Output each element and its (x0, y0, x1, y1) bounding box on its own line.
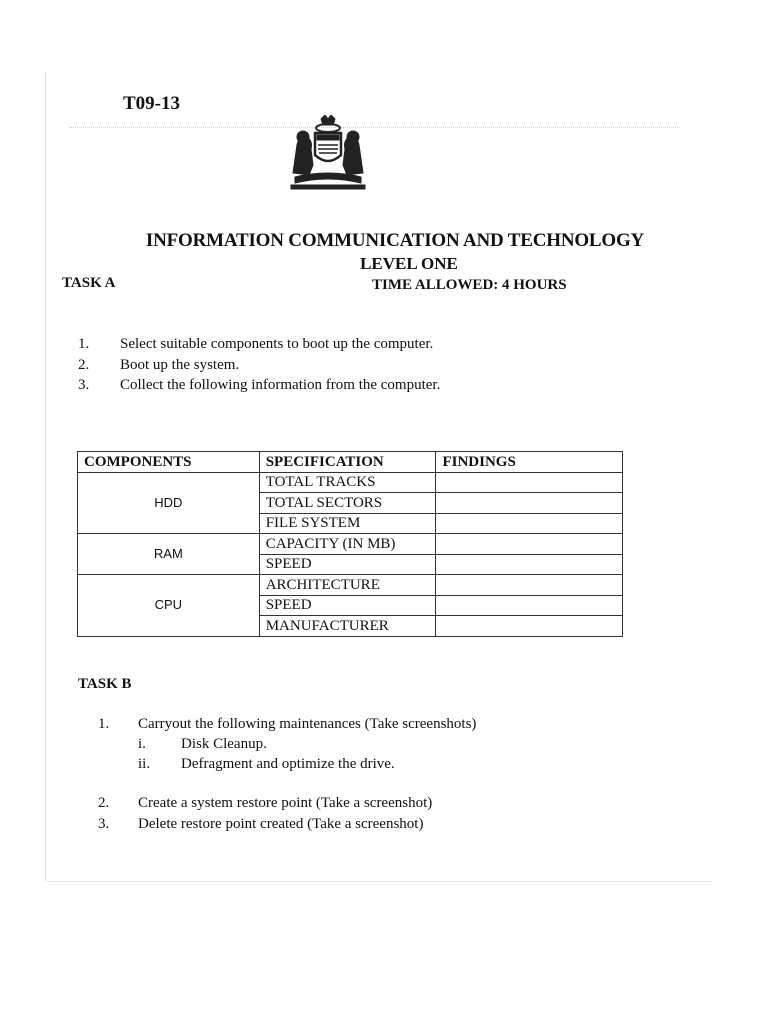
item-number: 1. (78, 336, 90, 352)
item-text: Select suitable components to boot up the computer. (120, 336, 434, 352)
task-a-steps (78, 336, 678, 398)
spec-cell: TOTAL SECTORS (259, 493, 436, 514)
list-item (78, 336, 678, 357)
sub-item-text: Defragment and optimize the drive. (181, 756, 395, 772)
components-table (77, 451, 623, 637)
table-row (78, 472, 623, 493)
scan-artifact-line (70, 127, 680, 128)
spec-cell: SPEED (259, 554, 436, 575)
coat-of-arms-emblem (283, 115, 373, 191)
spec-cell: MANUFACTURER (259, 616, 436, 637)
spec-cell: CAPACITY (IN MB) (259, 534, 436, 555)
item-text: Carryout the following maintenances (Take screenshots) (138, 716, 477, 732)
findings-cell (436, 554, 623, 575)
spec-cell: FILE SYSTEM (259, 513, 436, 534)
item-number: 2. (98, 795, 110, 811)
table-header-row (78, 452, 623, 473)
findings-cell (436, 534, 623, 555)
task-a-heading: TASK A (62, 275, 116, 291)
item-text: Collect the following information from the computer. (120, 377, 441, 393)
findings-cell (436, 575, 623, 596)
document-code: T09-13 (123, 93, 180, 114)
table-row (78, 534, 623, 555)
item-number: 2. (78, 356, 90, 373)
exam-level: LEVEL ONE (360, 254, 458, 273)
item-text: Delete restore point created (Take a screenshot) (138, 816, 424, 832)
component-cell: RAM (78, 534, 260, 575)
findings-cell (436, 493, 623, 514)
findings-cell (436, 472, 623, 493)
findings-cell (436, 513, 623, 534)
item-text: Boot up the system. (120, 356, 240, 373)
page-edge (45, 72, 46, 882)
item-number: 3. (78, 377, 90, 393)
task-b-heading: TASK B (78, 676, 132, 692)
time-allowed: TIME ALLOWED: 4 HOURS (372, 277, 567, 293)
item-number: 1. (98, 716, 110, 732)
exam-title: INFORMATION COMMUNICATION AND TECHNOLOGY (145, 230, 645, 251)
component-cell: HDD (78, 472, 260, 534)
list-item (78, 377, 678, 398)
findings-cell (436, 595, 623, 616)
list-item (78, 357, 678, 378)
spec-cell: SPEED (259, 595, 436, 616)
column-header: SPECIFICATION (259, 452, 436, 473)
item-number: 3. (98, 816, 110, 832)
findings-cell (436, 616, 623, 637)
table-row (78, 575, 623, 596)
item-text: Create a system restore point (Take a screenshot) (138, 795, 433, 811)
spec-cell: ARCHITECTURE (259, 575, 436, 596)
component-cell: CPU (78, 575, 260, 637)
page-edge (45, 881, 712, 882)
column-header: COMPONENTS (78, 452, 260, 473)
column-header: FINDINGS (436, 452, 623, 473)
sub-item-number: i. (138, 736, 146, 752)
sub-item-number: ii. (138, 756, 151, 772)
sub-item-text: Disk Cleanup. (181, 736, 267, 752)
spec-cell: TOTAL TRACKS (259, 472, 436, 493)
